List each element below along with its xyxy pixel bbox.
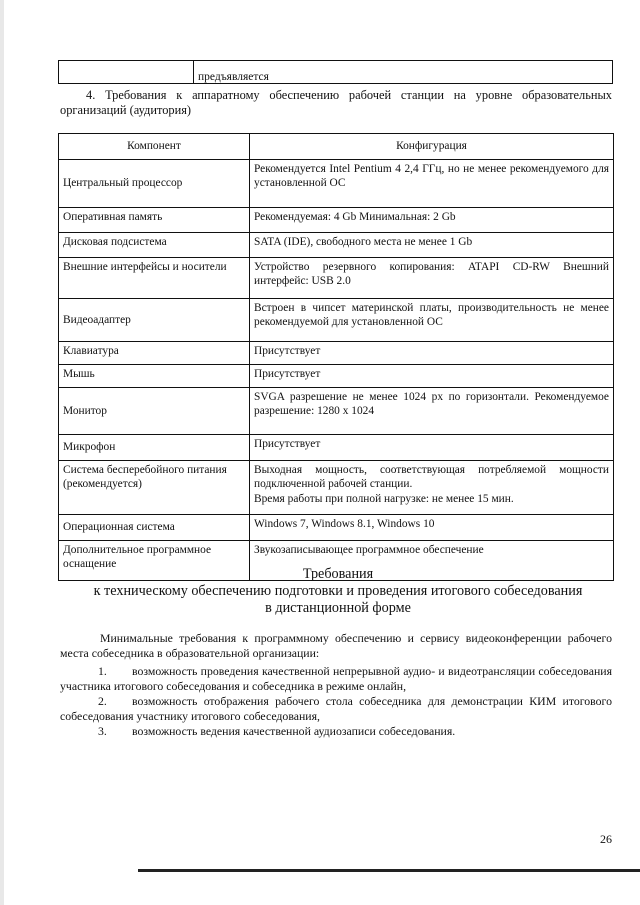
component-cell: Центральный процессор — [59, 160, 250, 208]
table-row — [59, 61, 613, 84]
footer-divider — [138, 869, 640, 872]
table-row — [59, 160, 614, 208]
config-cell: Рекомендуемая: 4 Gb Минимальная: 2 Gb — [250, 208, 614, 233]
table-row — [59, 388, 614, 435]
item-number: 3. — [98, 724, 107, 738]
table-row — [59, 461, 614, 515]
config-cell: Windows 7, Windows 8.1, Windows 10 — [250, 515, 614, 541]
component-cell: Монитор — [59, 388, 250, 435]
table-row — [59, 342, 614, 365]
item-text: возможность проведения качественной непрерывной аудио- и видеотрансляции собеседования участника итогового собеседования и собеседника в режиме онлайн, — [60, 664, 612, 693]
config-cell: Присутствует — [250, 435, 614, 461]
config-cell: Присутствует — [250, 365, 614, 388]
table-row — [59, 299, 614, 342]
component-cell: Дополнительное программное оснащение — [59, 541, 250, 581]
header-configuration: Конфигурация — [250, 134, 614, 160]
config-cell: SATA (IDE), свободного места не менее 1 Gb — [250, 233, 614, 258]
requirements-heading — [58, 566, 618, 617]
component-cell: Дисковая подсистема — [59, 233, 250, 258]
config-cell — [250, 461, 614, 515]
section-4-text: 4. Требования к аппаратному обеспечению рабочей станции на уровне образовательных организаций (аудитория) — [60, 88, 612, 117]
component-cell: Видеоадаптер — [59, 299, 250, 342]
table-row — [59, 258, 614, 299]
table-row — [59, 208, 614, 233]
config-cell: Встроен в чипсет материнской платы, производительность не менее рекомендуемой для установленной ОС — [250, 299, 614, 342]
list-item — [60, 664, 612, 694]
config-cell: SVGA разрешение не менее 1024 px по горизонтали. Рекомендуемое разрешение: 1280 x 1024 — [250, 388, 614, 435]
table-row — [59, 435, 614, 461]
component-cell: Мышь — [59, 365, 250, 388]
list-item — [60, 694, 612, 724]
top-table-fragment — [58, 60, 613, 84]
min-requirements-intro — [60, 631, 612, 661]
header-component: Компонент — [59, 134, 250, 160]
config-cell: Устройство резервного копирования: ATAPI CD-RW Внешний интерфейс: USB 2.0 — [250, 258, 614, 299]
item-number: 1. — [98, 664, 107, 678]
scan-left-edge — [0, 0, 4, 905]
component-cell: Внешние интерфейсы и носители — [59, 258, 250, 299]
page-number: 26 — [600, 832, 612, 846]
config-cell: Присутствует — [250, 342, 614, 365]
config-cell: Рекомендуется Intel Pentium 4 2,4 ГГц, но не менее рекомендуемого для установленной ОС — [250, 160, 614, 208]
component-cell: Клавиатура — [59, 342, 250, 365]
heading-line-1: Требования — [302, 566, 374, 582]
component-cell: Оперативная память — [59, 208, 250, 233]
config-cell: Звукозаписывающее программное обеспечение — [250, 541, 614, 581]
component-cell: Система бесперебойного питания (рекомендуется) — [59, 461, 250, 515]
table-header-row — [59, 134, 614, 160]
component-cell: Операционная система — [59, 515, 250, 541]
config-text: Выходная мощность, соответствующая потребляемой мощности подключенной рабочей станции. — [254, 464, 609, 491]
item-text: возможность ведения качественной аудиозаписи собеседования. — [132, 724, 456, 738]
intro-text: Минимальные требования к программному обеспечению и сервису видеоконференции рабочего места собеседника в образовательной организации: — [60, 631, 612, 660]
config-text-2: Время работы при полной нагрузке: не менее 15 мин. — [254, 492, 514, 505]
table-row — [59, 233, 614, 258]
item-number: 2. — [98, 694, 107, 708]
table-row — [59, 365, 614, 388]
hardware-requirements-table — [58, 133, 614, 581]
table-row — [59, 515, 614, 541]
requirement-cell: предъявляется — [194, 61, 613, 84]
heading-line-2: к техническому обеспечению подготовки и проведения итогового собеседования — [93, 583, 583, 599]
heading-line-3: в дистанционной форме — [265, 600, 411, 616]
empty-cell — [59, 61, 194, 84]
item-text: возможность отображения рабочего стола собеседника для демонстрации КИМ итогового собеседования участнику итогового собеседования, — [60, 694, 612, 723]
section-4-intro — [60, 88, 612, 118]
list-item — [60, 724, 612, 739]
component-cell: Микрофон — [59, 435, 250, 461]
